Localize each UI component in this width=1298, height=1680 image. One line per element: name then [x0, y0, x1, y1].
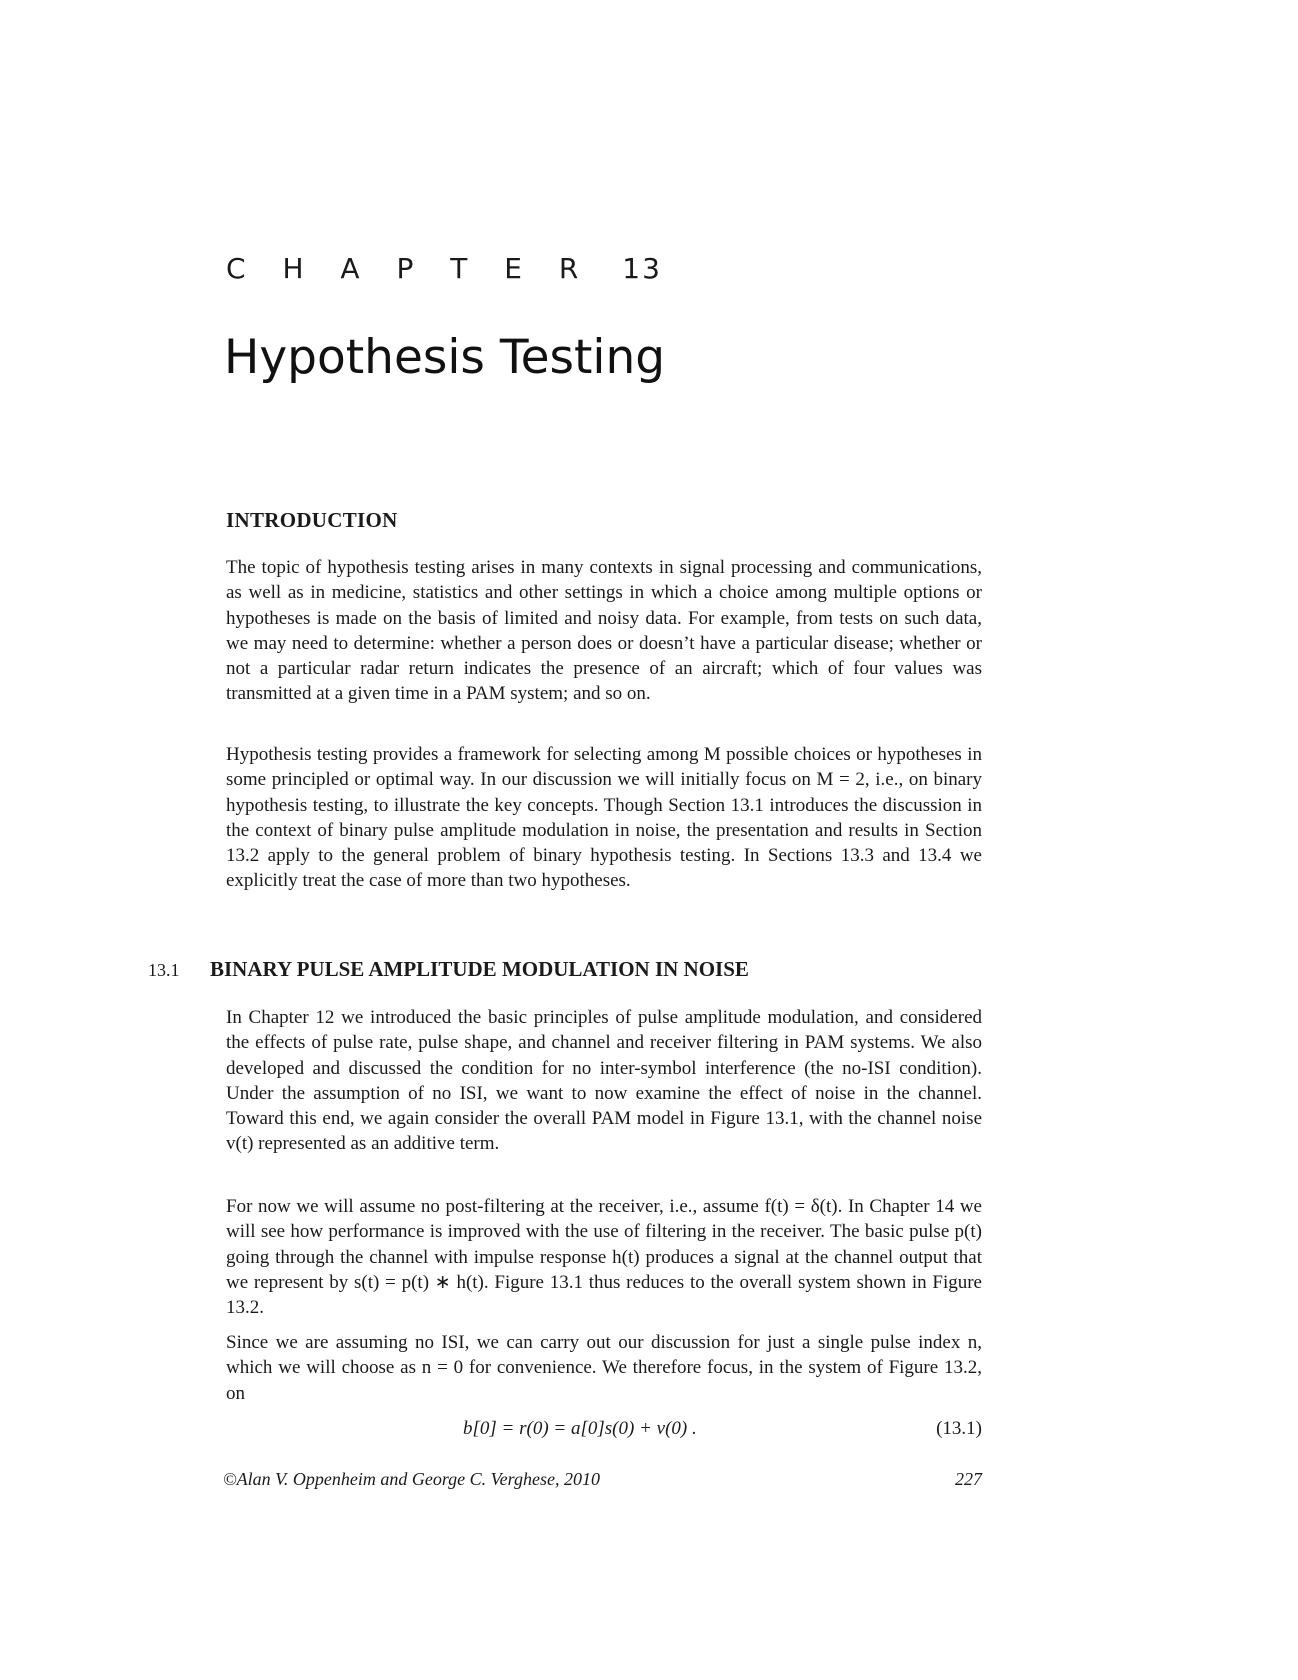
section-number: 13.1	[148, 960, 180, 980]
section-paragraph-2: For now we will assume no post-filtering at the receiver, i.e., assume f(t) = δ(t). In Chapter 14 we will see how performance is improved with the use of filtering in the receiver. The basic pulse p(t) going through the channel with impulse response h(t) produces a signal at the channel output that we represent by s(t) = p(t) ∗ h(t). Figure 13.1 thus reduces to the overall system shown in Figure 13.2.	[226, 1196, 982, 1319]
intro-paragraph-1: The topic of hypothesis testing arises in many contexts in signal processing and communications, as well as in medicine, statistics and other settings in which a choice among multiple options or hypotheses is made on the basis of limited and noisy data. For example, from tests on such data, we may need to determine: whether a person does or doesn’t have a particular disease; whether or not a particular radar return indicates the presence of an aircraft; which of four values was transmitted at a given time in a PAM system; and so on.	[226, 557, 982, 705]
section-heading	[148, 957, 749, 982]
intro-paragraph-2: Hypothesis testing provides a framework for selecting among M possible choices or hypotheses in some principled or optimal way. In our discussion we will initially focus on M = 2, i.e., on binary hypothesis testing, to illustrate the key concepts. Though Section 13.1 introduces the discussion in the context of binary pulse amplitude modulation in noise, the presentation and results in Section 13.2 apply to the general problem of binary hypothesis testing. In Sections 13.3 and 13.4 we explicitly treat the case of more than two hypotheses.	[226, 744, 982, 892]
equation-number: (13.1)	[936, 1418, 982, 1439]
introduction-heading: INTRODUCTION	[226, 508, 398, 532]
chapter-title: Hypothesis Testing	[224, 330, 666, 385]
chapter-word: C H A P T E R	[226, 252, 593, 285]
page-number: 227	[955, 1469, 982, 1489]
chapter-number: 13	[622, 252, 662, 285]
equation: b[0] = r(0) = a[0]s(0) + v(0) .	[463, 1418, 697, 1439]
section-paragraph-3: Since we are assuming no ISI, we can carry out our discussion for just a single pulse index n, which we will choose as n = 0 for convenience. We therefore focus, in the system of Figure 13.2, on	[226, 1332, 982, 1404]
section-paragraph-1: In Chapter 12 we introduced the basic principles of pulse amplitude modulation, and considered the effects of pulse rate, pulse shape, and channel and receiver filtering in PAM systems. We also developed and discussed the condition for no inter-symbol interference (the no-ISI condition). Under the assumption of no ISI, we want to now examine the effect of noise in the channel. Toward this end, we again consider the overall PAM model in Figure 13.1, with the channel noise v(t) represented as an additive term.	[226, 1007, 982, 1155]
footer-copyright: ©Alan V. Oppenheim and George C. Verghese, 2010	[223, 1469, 600, 1489]
section-title: BINARY PULSE AMPLITUDE MODULATION IN NOISE	[210, 957, 749, 981]
chapter-label	[226, 252, 662, 285]
